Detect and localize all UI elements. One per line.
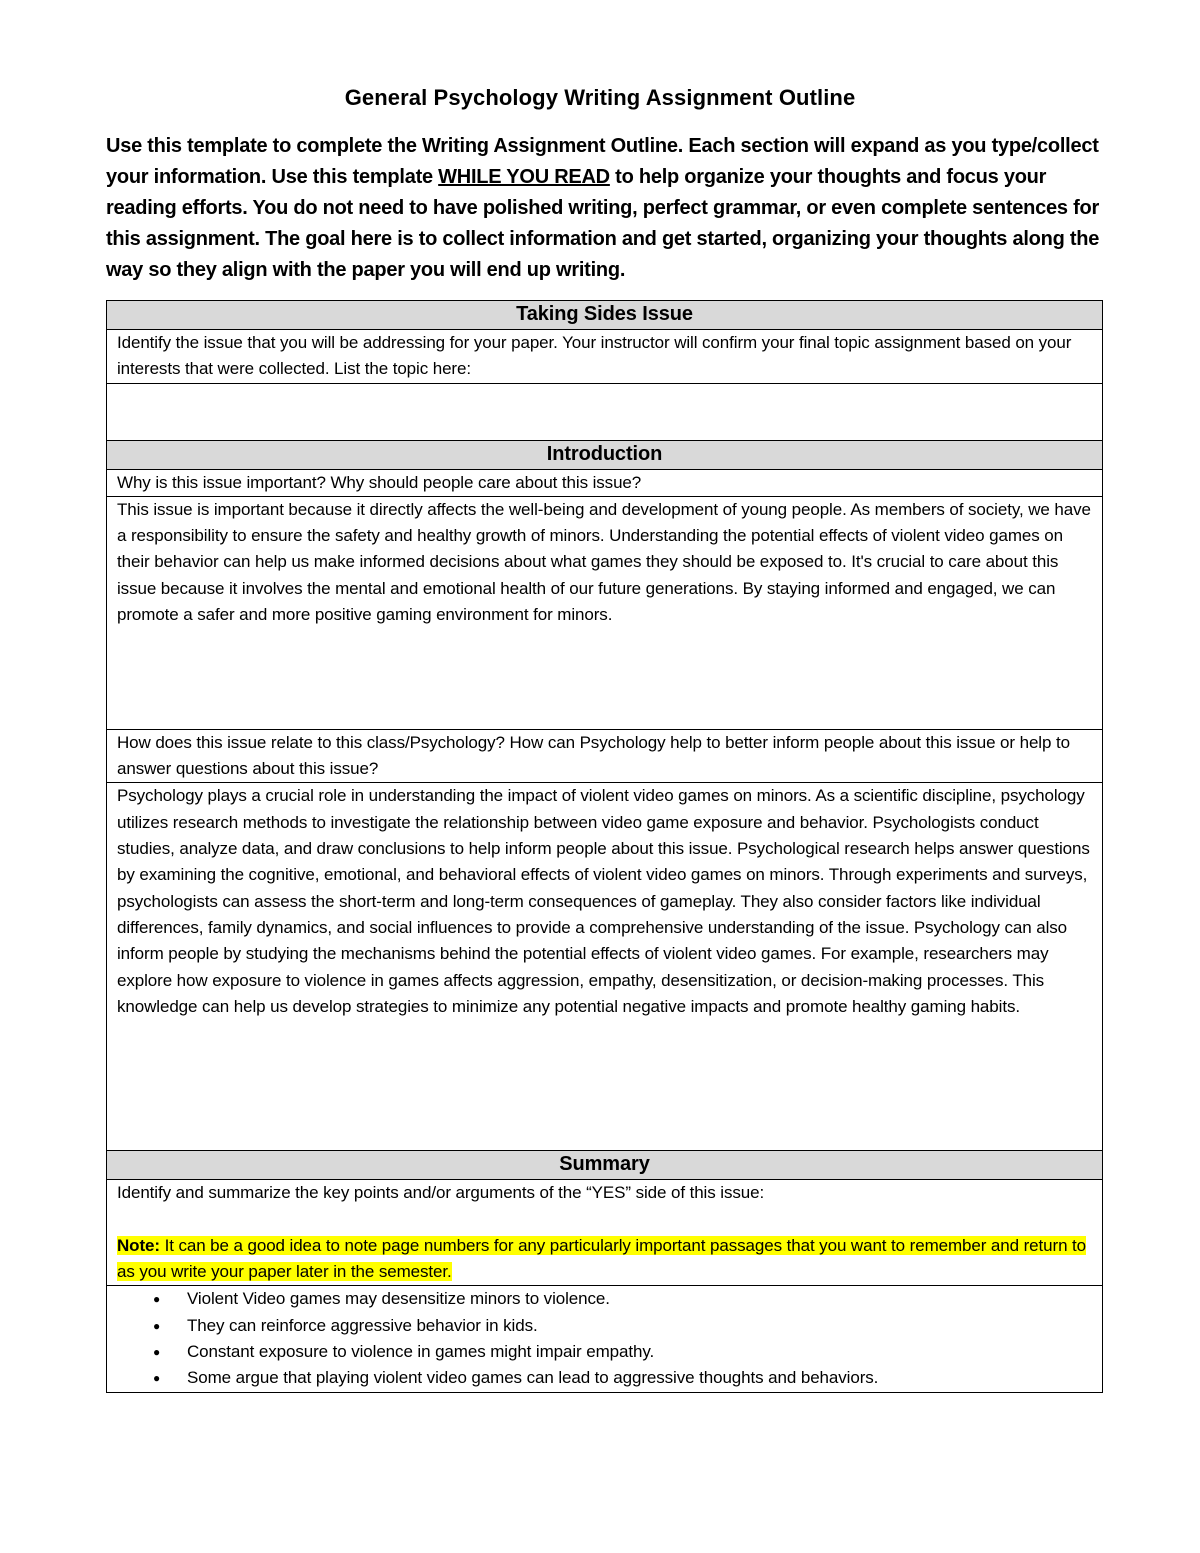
introduction-prompt-2: How does this issue relate to this class/Psychology? How can Psychology help to better inform people about this issue or help to answer questions about this issue? [107, 729, 1103, 783]
document-title: General Psychology Writing Assignment Outline [344, 85, 856, 110]
instructions-part-1: Use this template to complete the Writing Assignment Outline. Each section will expand as you type/collect your information. Use this template [106, 135, 1099, 188]
introduction-prompt-1-row [107, 469, 1103, 496]
outline-table [106, 300, 1103, 1393]
taking-sides-prompt: Identify the issue that you will be addressing for your paper. Your instructor will confirm your final topic assignment based on your interests that were collected. List the topic here: [107, 330, 1103, 384]
introduction-prompt-2-row [107, 729, 1103, 783]
instructions-part-2: to help organize your thoughts and focus your reading efforts. You do not need to have polished writing, perfect grammar, or even complete sentences for this assignment. The goal here is to collect information and get started, organizing your thoughts along the way so they align with the paper you will end up writing. [106, 166, 1100, 281]
summary-points-row [107, 1286, 1103, 1392]
summary-prompt: Identify and summarize the key points and/or arguments of the “YES” side of this issue: [117, 1183, 765, 1203]
introduction-heading-row [107, 440, 1103, 469]
blank-line [117, 1207, 1092, 1233]
summary-points-cell[interactable] [107, 1286, 1103, 1392]
summary-points-list [117, 1286, 1092, 1391]
introduction-prompt-1: Why is this issue important? Why should people care about this issue? [107, 469, 1103, 496]
summary-prompt-row [107, 1180, 1103, 1286]
instructions-underlined: WHILE YOU READ [438, 166, 610, 188]
note-label: Note: [117, 1235, 160, 1255]
summary-prompt-cell [107, 1180, 1103, 1286]
taking-sides-heading: Taking Sides Issue [107, 301, 1103, 330]
introduction-answer-2[interactable]: Psychology plays a crucial role in understanding the impact of violent video games on minors. As a scientific discipline, psychology utilizes research methods to investigate the relationship between video game exposure and behavior. Psychologists conduct studies, analyze data, and draw conclusions to help inform people about this issue. Psychological research helps answer questions by examining the cognitive, emotional, and behavioral effects of violent video games on minors. Through experiments and surveys, psychologists can assess the short-term and long-term consequences of gameplay. They also consider factors like individual differences, family dynamics, and social influences to provide a comprehensive understanding of the issue. Psychology can also inform people by studying the mechanisms behind the potential effects of violent video games. For example, researchers may explore how exposure to violence in games affects aggression, empathy, desensitization, or decision-making processes. This knowledge can help us develop strategies to minimize any potential negative impacts and promote healthy gaming habits. [107, 783, 1103, 1151]
summary-heading: Summary [107, 1151, 1103, 1180]
taking-sides-prompt-row [107, 330, 1103, 384]
summary-note [117, 1236, 1086, 1281]
list-item: ● Some argue that playing violent video games can lead to aggressive thoughts and behaviors. [187, 1365, 1092, 1391]
list-item: ● Violent Video games may desensitize minors to violence. [187, 1286, 1092, 1312]
list-item: ● They can reinforce aggressive behavior in kids. [187, 1313, 1092, 1339]
taking-sides-answer-cell[interactable] [107, 383, 1103, 440]
taking-sides-answer-row [107, 383, 1103, 440]
list-item: ● Constant exposure to violence in games might impair empathy. [187, 1339, 1092, 1365]
introduction-answer-2-row [107, 783, 1103, 1151]
introduction-answer-1[interactable]: This issue is important because it directly affects the well-being and development of young people. As members of society, we have a responsibility to ensure the safety and healthy growth of minors. Understanding the potential effects of violent video games on their behavior can help us make informed decisions about what games they should be exposed to. It's crucial to care about this issue because it involves the mental and emotional health of our future generations. By staying informed and engaged, we can promote a safer and more positive gaming environment for minors. [107, 496, 1103, 729]
summary-heading-row [107, 1151, 1103, 1180]
introduction-heading: Introduction [107, 440, 1103, 469]
note-text: It can be a good idea to note page numbers for any particularly important passages that you want to remember and return to as you write your paper later in the semester. [117, 1235, 1087, 1282]
introduction-answer-1-row [107, 496, 1103, 729]
instructions-paragraph [106, 131, 1106, 286]
taking-sides-heading-row [107, 301, 1103, 330]
